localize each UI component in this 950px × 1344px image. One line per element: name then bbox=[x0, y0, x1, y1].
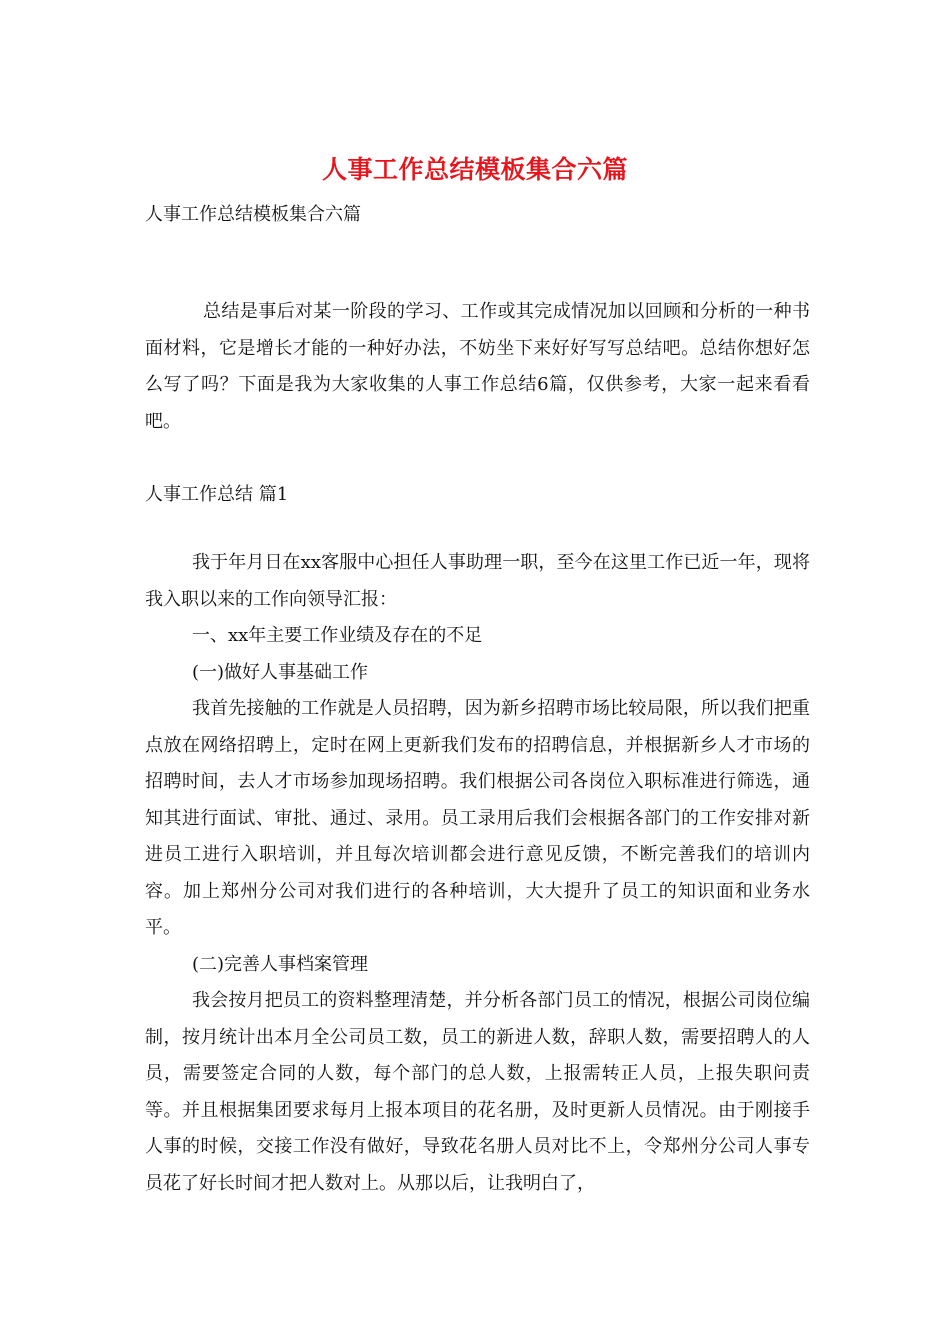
intro-text: 总结是事后对某一阶段的学习、工作或其完成情况加以回顾和分析的一种书面材料，它是增长才能的一种好办法，不妨坐下来好好写写总结吧。总结你想好怎么写了吗？下面是我为大家收集的人事工作总结6篇，仅供参考，大家一起来看看吧。 bbox=[145, 301, 810, 432]
section-heading: 人事工作总结 篇1 bbox=[145, 484, 289, 505]
document-subtitle: 人事工作总结模板集合六篇 bbox=[145, 204, 361, 225]
document-title: 人事工作总结模板集合六篇 bbox=[321, 155, 628, 184]
body-heading-1: 一、xx年主要工作业绩及存在的不足 bbox=[192, 625, 483, 646]
section-body bbox=[145, 545, 810, 1202]
body-paragraph-2: 我首先接触的工作就是人员招聘，因为新乡招聘市场比较局限，所以我们把重点放在网络招聘上，定时在网上更新我们发布的招聘信息，并根据新乡人才市场的招聘时间，去人才市场参加现场招聘。我们根据公司各岗位入职标准进行筛选，通知其进行面试、审批、通过、录用。员工录用后我们会根据各部门的工作安排对新进员工进行入职培训，并且每次培训都会进行意见反馈，不断完善我们的培训内容。加上郑州分公司对我们进行的各种培训，大大提升了员工的知识面和业务水平。 bbox=[145, 698, 810, 938]
body-paragraph-1: 我于年月日在xx客服中心担任人事助理一职，至今在这里工作已近一年，现将我入职以来的工作向领导汇报： bbox=[145, 552, 810, 610]
intro-paragraph bbox=[145, 294, 810, 440]
body-subheading-2: (二)完善人事档案管理 bbox=[192, 953, 369, 975]
body-subheading-1: (一)做好人事基础工作 bbox=[192, 661, 369, 683]
body-paragraph-3: 我会按月把员工的资料整理清楚，并分析各部门员工的情况，根据公司岗位编制，按月统计出本月全公司员工数，员工的新进人数，辞职人数，需要招聘人的人员，需要签定合同的人数，每个部门的总人数，上报需转正人员，上报失职问责等。并且根据集团要求每月上报本项目的花名册，及时更新人员情况。由于刚接手人事的时候，交接工作没有做好，导致花名册人员对比不上，令郑州分公司人事专员花了好长时间才把人数对上。从那以后，让我明白了， bbox=[145, 990, 810, 1194]
